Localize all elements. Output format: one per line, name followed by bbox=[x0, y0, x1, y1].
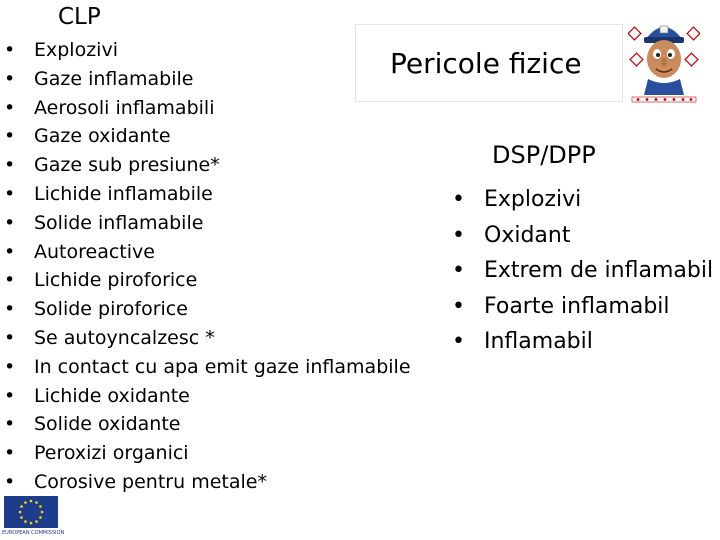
list-item: • Gaze inflamabile bbox=[4, 65, 411, 94]
eu-caption: EUROPEAN COMMISSION bbox=[2, 530, 65, 536]
list-item: • Corosive pentru metale* bbox=[4, 468, 411, 497]
list-item: • Solide piroforice bbox=[4, 295, 411, 324]
hazard-pictogram-icon bbox=[632, 97, 696, 102]
dsp-hazard-list bbox=[452, 182, 714, 360]
list-item: • Explozivi bbox=[4, 36, 411, 65]
list-item: • Explozivi bbox=[452, 182, 714, 218]
list-item: • Solide oxidante bbox=[4, 410, 411, 439]
list-item: • Se autoyncalzesc * bbox=[4, 324, 411, 353]
list-item: • Extrem de inflamabil bbox=[452, 253, 714, 289]
list-item: • In contact cu apa emit gaze inflamabile bbox=[4, 353, 411, 382]
dsp-title: DSP/DPP bbox=[492, 141, 596, 169]
list-item: • Gaze sub presiune* bbox=[4, 151, 411, 180]
list-item: • Peroxizi organici bbox=[4, 439, 411, 468]
list-item: • Solide inflamabile bbox=[4, 209, 411, 238]
list-item: • Lichide oxidante bbox=[4, 382, 411, 411]
clp-hazard-list bbox=[4, 36, 411, 497]
pericole-title: Pericole fizice bbox=[390, 47, 582, 80]
eu-flag-icon bbox=[4, 496, 58, 528]
list-item: • Foarte inflamabil bbox=[452, 289, 714, 325]
list-item: • Inflamabil bbox=[452, 324, 714, 360]
list-item: • Lichide piroforice bbox=[4, 266, 411, 295]
list-item: • Oxidant bbox=[452, 218, 714, 254]
list-item: • Aerosoli inflamabili bbox=[4, 94, 411, 123]
list-item: • Gaze oxidante bbox=[4, 122, 411, 151]
list-item: • Lichide inflamabile bbox=[4, 180, 411, 209]
inspector-mascot-icon bbox=[628, 17, 700, 103]
clp-title: CLP bbox=[58, 4, 101, 30]
list-item: • Autoreactive bbox=[4, 238, 411, 267]
